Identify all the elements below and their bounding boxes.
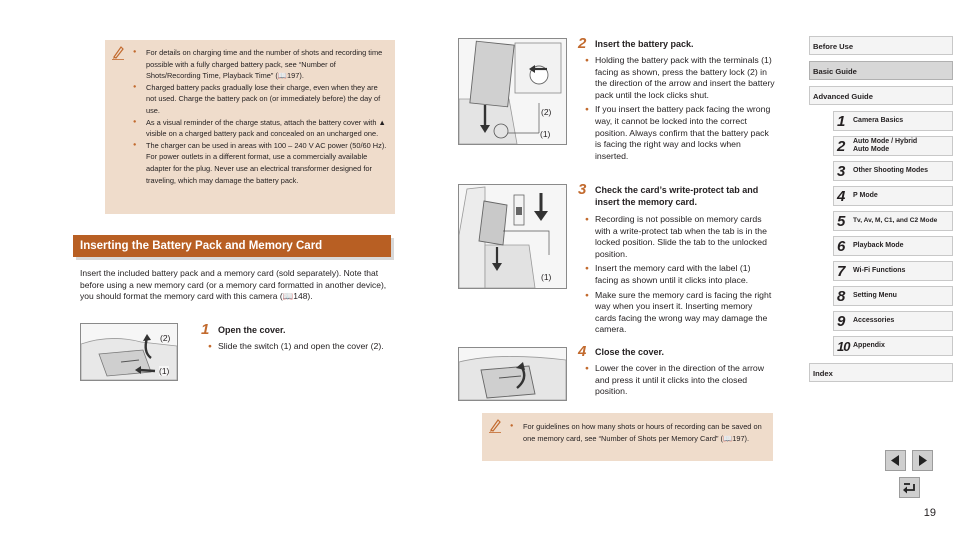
triangle-left-icon bbox=[886, 451, 905, 470]
top-note-box bbox=[105, 40, 395, 214]
return-button[interactable] bbox=[899, 477, 920, 498]
nav-label: Before Use bbox=[813, 42, 854, 51]
nav-label: Advanced Guide bbox=[813, 92, 873, 101]
chapter-wifi-functions[interactable] bbox=[833, 261, 953, 281]
nav-index[interactable] bbox=[809, 363, 953, 382]
callout-1: (1) bbox=[541, 272, 552, 282]
chapter-label: P Mode bbox=[853, 192, 878, 199]
step2-illustration bbox=[458, 38, 567, 145]
chapter-number: 5 bbox=[837, 213, 846, 230]
chapter-setting-menu[interactable] bbox=[833, 286, 953, 306]
note-item: ● As a visual reminder of the charge status, attach the battery cover with ▲ visible on a charged battery pack and concealed on an uncharged one. bbox=[133, 117, 387, 140]
chapter-number: 1 bbox=[837, 113, 846, 130]
note-item: ● Charged battery packs gradually lose their charge, even when they are not used. Charge the battery pack on (or immediately before) the day of use. bbox=[133, 82, 387, 117]
step-title: Insert the battery pack. bbox=[595, 39, 694, 49]
nav-label: Index bbox=[813, 369, 833, 378]
chapter-other-shooting-modes[interactable] bbox=[833, 161, 953, 181]
chapter-label: Appendix bbox=[853, 342, 885, 349]
nav-advanced-guide[interactable] bbox=[809, 86, 953, 105]
chapter-playback-mode[interactable] bbox=[833, 236, 953, 256]
step-number: 4 bbox=[578, 343, 587, 360]
chapter-label: Wi-Fi Functions bbox=[853, 267, 906, 274]
chapter-label: Auto Mode / Hybrid Auto Mode bbox=[853, 138, 918, 153]
nav-before-use[interactable] bbox=[809, 36, 953, 55]
chapter-label: Tv, Av, M, C1, and C2 Mode bbox=[853, 217, 938, 224]
prev-page-button[interactable] bbox=[885, 450, 906, 471]
section-heading: Inserting the Battery Pack and Memory Card bbox=[80, 240, 323, 252]
step4-illustration bbox=[458, 347, 567, 401]
chapter-label: Accessories bbox=[853, 317, 895, 324]
chapter-number: 9 bbox=[837, 313, 846, 330]
section-intro: Insert the included battery pack and a memory card (sold separately). Note that before using a new memory card (or a memory card formatted in another device), you should format the memory card with this camera (📖148). bbox=[80, 268, 387, 301]
chapter-number: 3 bbox=[837, 163, 846, 180]
callout-2: (2) bbox=[541, 107, 552, 117]
step-bullet: ● Lower the cover in the direction of the arrow and press it until it clicks into the closed position. bbox=[585, 363, 775, 398]
chapter-number: 2 bbox=[837, 138, 846, 155]
bottom-note-box bbox=[482, 413, 773, 461]
note-item: ● For guidelines on how many shots or hours of recording can be saved on one memory card, see “Number of Shots per Memory Card” (📖197). bbox=[510, 421, 765, 444]
close-cover-illustration bbox=[459, 348, 566, 400]
step-bullet: ● Make sure the memory card is facing the right way when you insert it. Inserting memory cards facing the wrong way may damage the camera. bbox=[585, 290, 775, 336]
step-number: 3 bbox=[578, 181, 587, 198]
note-item: ● For details on charging time and the number of shots and recording time possible with a fully charged battery pack, see “Number of Shots/Recording Time, Playback Time” (📖197). bbox=[133, 47, 387, 82]
chapter-camera-basics[interactable] bbox=[833, 111, 953, 131]
callout-1: (1) bbox=[540, 129, 551, 139]
step1-illustration bbox=[80, 323, 178, 381]
chapter-number: 8 bbox=[837, 288, 846, 305]
page-number: 19 bbox=[923, 507, 936, 519]
callout-2: (2) bbox=[160, 333, 171, 343]
step-title: Close the cover. bbox=[595, 347, 665, 357]
chapter-number: 4 bbox=[837, 188, 846, 205]
pencil-icon bbox=[111, 44, 125, 60]
chapter-number: 10 bbox=[837, 339, 850, 354]
sidebar bbox=[809, 36, 954, 386]
chapter-label: Playback Mode bbox=[853, 242, 904, 249]
chapter-auto-mode[interactable] bbox=[833, 136, 953, 156]
section-heading-bar bbox=[73, 235, 391, 257]
chapter-tv-av-m-mode[interactable] bbox=[833, 211, 953, 231]
step-bullet: ● Recording is not possible on memory cards with a write-protect tab when the tab is in the locked position. Slide the tab to the unlocked position. bbox=[585, 214, 775, 260]
chapter-accessories[interactable] bbox=[833, 311, 953, 331]
step-bullet: ● Slide the switch (1) and open the cover (2). bbox=[208, 341, 388, 353]
step3-illustration bbox=[458, 184, 567, 289]
step-bullet: ● If you insert the battery pack facing the wrong way, it cannot be locked into the correct position. Always confirm that the battery pack is facing the right way and locks when inserted. bbox=[585, 104, 775, 162]
chapter-label: Setting Menu bbox=[853, 292, 897, 299]
step-title: Check the card’s write-protect tab and insert the memory card. bbox=[595, 185, 759, 207]
chapter-label: Other Shooting Modes bbox=[853, 167, 929, 174]
note-item: ● The charger can be used in areas with 100 – 240 V AC power (50/60 Hz). For power outlets in a different format, use a commercially available adapter for the plug. Never use an electrical transformer designed for traveling, which may damage the battery pack. bbox=[133, 140, 387, 186]
step-bullet: ● Insert the memory card with the label (1) facing as shown until it clicks into place. bbox=[585, 263, 775, 286]
chapter-label: Camera Basics bbox=[853, 117, 904, 124]
chapter-number: 7 bbox=[837, 263, 846, 280]
step-bullet: ● Holding the battery pack with the terminals (1) facing as shown, press the battery lock (2) in the direction of the arrow and insert the battery pack until the lock clicks shut. bbox=[585, 55, 775, 101]
step-number: 2 bbox=[578, 35, 587, 52]
next-page-button[interactable] bbox=[912, 450, 933, 471]
chapter-p-mode[interactable] bbox=[833, 186, 953, 206]
triangle-right-icon bbox=[913, 451, 932, 470]
step-title: Open the cover. bbox=[218, 325, 286, 335]
nav-label: Basic Guide bbox=[813, 67, 857, 76]
callout-1: (1) bbox=[159, 366, 170, 376]
chapter-number: 6 bbox=[837, 238, 846, 255]
nav-basic-guide[interactable] bbox=[809, 61, 953, 80]
chapter-appendix[interactable] bbox=[833, 336, 953, 356]
return-arrow-icon bbox=[900, 478, 919, 497]
step-number: 1 bbox=[201, 321, 210, 338]
pencil-icon bbox=[488, 417, 502, 433]
